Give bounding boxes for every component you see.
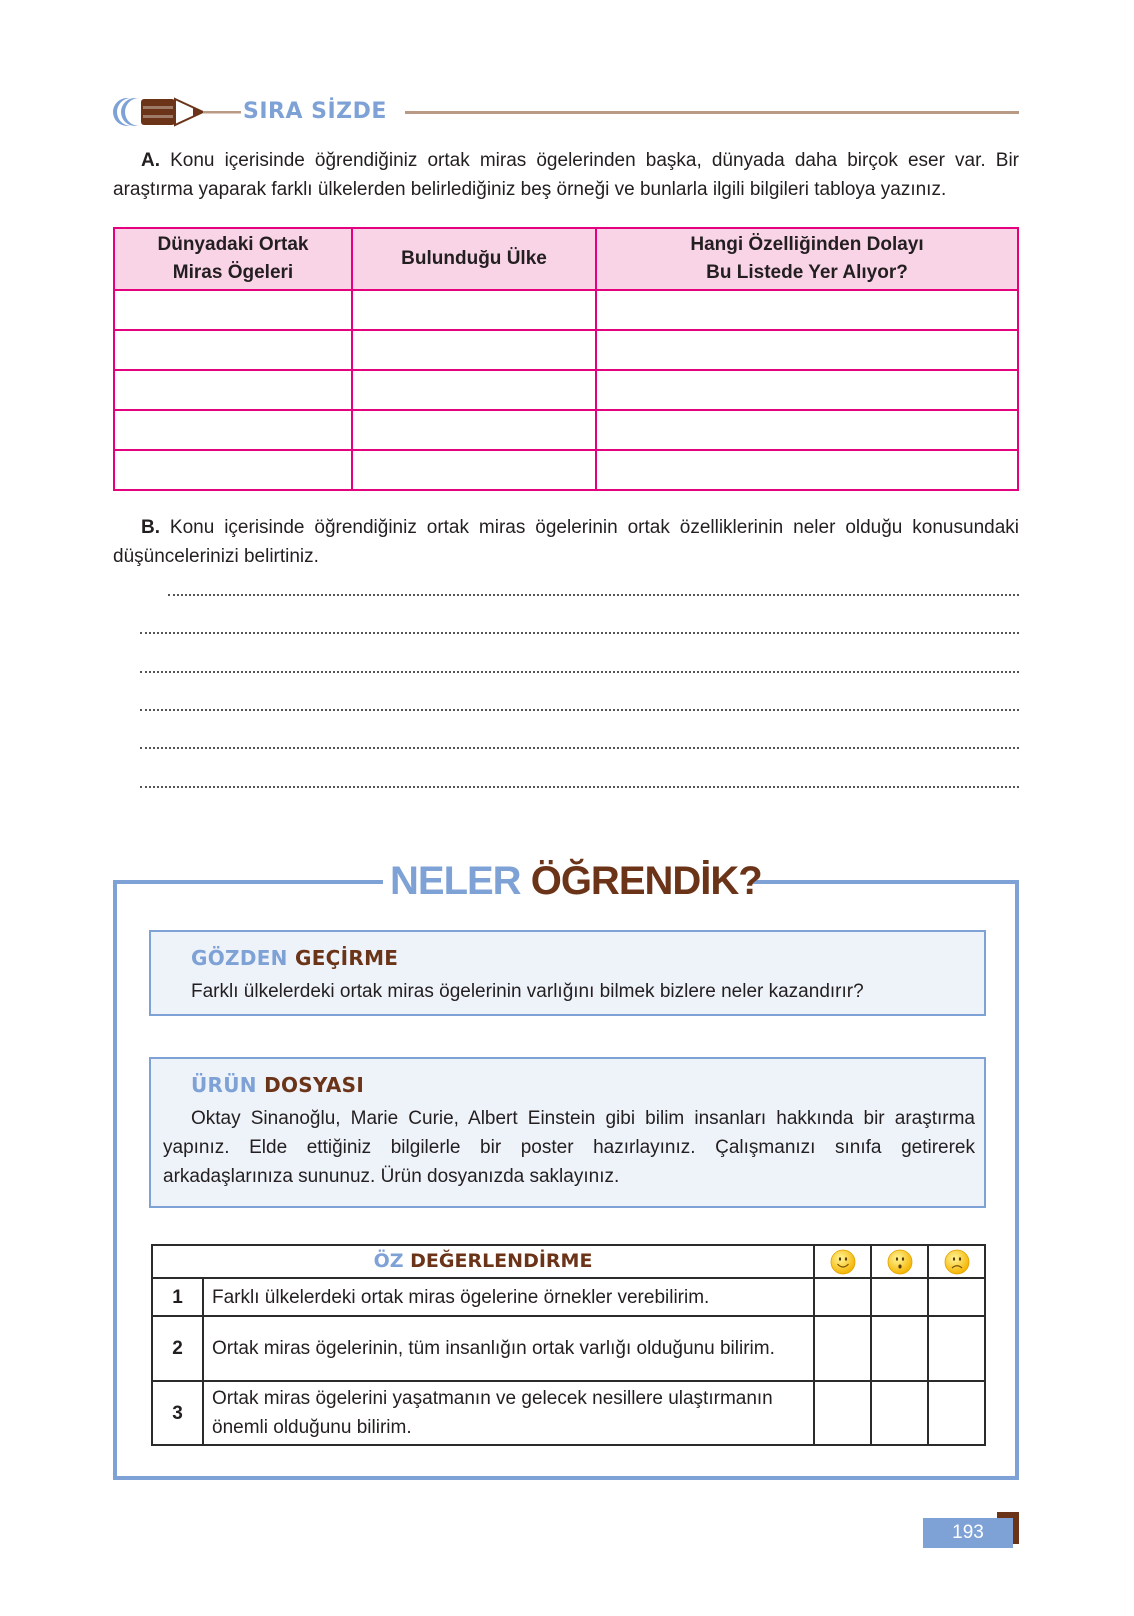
sira-sizde-header bbox=[113, 96, 1019, 128]
section-b-text: Konu içerisinde öğrendiğiniz ortak miras ögelerinin ortak özelliklerinin neler olduğu konusundaki düşüncelerinizi belirtiniz. bbox=[113, 517, 1019, 567]
table-cell[interactable] bbox=[114, 330, 352, 370]
rating-cell-bad[interactable] bbox=[928, 1278, 985, 1316]
rating-cell-good[interactable] bbox=[814, 1316, 871, 1381]
rating-cell-neutral[interactable] bbox=[871, 1278, 928, 1316]
gozden-gecirme-box bbox=[149, 930, 986, 1016]
heritage-table bbox=[113, 227, 1019, 491]
oz-degerlendirme-table bbox=[151, 1244, 986, 1446]
section-b-label: B. bbox=[141, 517, 160, 538]
gozden-gecirme-question: Farklı ülkelerdeki ortak miras ögelerinin varlığını bilmek bizlere neler kazandırır? bbox=[191, 981, 864, 1002]
title-blue-part: NELER bbox=[390, 859, 521, 903]
item-number: 1 bbox=[152, 1278, 203, 1316]
column-header-reason: Hangi Özelliğinden Dolayı Bu Listede Yer Alıyor? bbox=[596, 228, 1018, 290]
table-cell[interactable] bbox=[596, 410, 1018, 450]
section-b-instructions bbox=[113, 513, 1019, 571]
table-cell[interactable] bbox=[352, 370, 596, 410]
table-row bbox=[114, 450, 1018, 490]
table-cell[interactable] bbox=[114, 370, 352, 410]
table-cell[interactable] bbox=[596, 370, 1018, 410]
table-row bbox=[114, 330, 1018, 370]
table-row bbox=[114, 290, 1018, 330]
rating-cell-bad[interactable] bbox=[928, 1316, 985, 1381]
rating-header-good bbox=[814, 1245, 871, 1278]
table-cell[interactable] bbox=[352, 450, 596, 490]
rating-cell-good[interactable] bbox=[814, 1278, 871, 1316]
answer-line-3[interactable] bbox=[140, 671, 1019, 673]
table-row bbox=[114, 370, 1018, 410]
rating-cell-bad[interactable] bbox=[928, 1381, 985, 1445]
title-brown-part: ÖĞRENDİK? bbox=[530, 859, 762, 903]
oz-degerlendirme-title: ÖZ DEĞERLENDİRME bbox=[152, 1245, 814, 1278]
answer-line-2[interactable] bbox=[140, 632, 1019, 634]
page-number: 193 bbox=[923, 1518, 1013, 1548]
item-text: Farklı ülkelerdeki ortak miras ögelerine örnekler verebilirim. bbox=[203, 1278, 814, 1316]
urun-dosyasi-title: ÜRÜN DOSYASI bbox=[191, 1073, 365, 1097]
rating-cell-good[interactable] bbox=[814, 1381, 871, 1445]
table-cell[interactable] bbox=[596, 330, 1018, 370]
table-cell[interactable] bbox=[114, 450, 352, 490]
gozden-gecirme-title: GÖZDEN GEÇİRME bbox=[191, 946, 399, 970]
section-a-text: Konu içerisinde öğrendiğiniz ortak miras ögelerinden başka, dünyada daha birçok eser var. Bir araştırma yaparak farklı ülkelerden belirlediğiniz beş örneği ve bunlarla ilgili bilgileri tabloya yazınız. bbox=[113, 150, 1019, 200]
item-text: Ortak miras ögelerinin, tüm insanlığın ortak varlığı olduğunu bilirim. bbox=[203, 1316, 814, 1381]
column-header-heritage: Dünyadaki Ortak Miras Ögeleri bbox=[114, 228, 352, 290]
rating-cell-neutral[interactable] bbox=[871, 1316, 928, 1381]
table-cell[interactable] bbox=[352, 290, 596, 330]
urun-dosyasi-box bbox=[149, 1057, 986, 1208]
item-number: 2 bbox=[152, 1316, 203, 1381]
pencil-icon bbox=[113, 96, 241, 128]
smile-icon bbox=[830, 1249, 856, 1275]
section-a-instructions bbox=[113, 146, 1019, 204]
table-cell[interactable] bbox=[596, 290, 1018, 330]
table-cell[interactable] bbox=[114, 290, 352, 330]
table-row bbox=[152, 1381, 985, 1445]
table-cell[interactable] bbox=[596, 450, 1018, 490]
oz-header-row bbox=[152, 1245, 985, 1278]
table-header-row bbox=[114, 228, 1018, 290]
table-row bbox=[152, 1316, 985, 1381]
urun-dosyasi-text: Oktay Sinanoğlu, Marie Curie, Albert Einstein gibi bilim insanları hakkında bir araştırma yapınız. Elde ettiğiniz bilgilerle bir poster hazırlayınız. Çalışmanızı sınıfa getirerek arkadaşlarınıza sununuz. Ürün dosyanızda saklayınız. bbox=[163, 1108, 975, 1187]
answer-line-6[interactable] bbox=[140, 786, 1019, 788]
rating-header-neutral bbox=[871, 1245, 928, 1278]
table-row bbox=[114, 410, 1018, 450]
table-cell[interactable] bbox=[114, 410, 352, 450]
answer-line-1[interactable] bbox=[168, 594, 1019, 596]
table-cell[interactable] bbox=[352, 410, 596, 450]
item-number: 3 bbox=[152, 1381, 203, 1445]
section-title: SIRA SİZDE bbox=[243, 99, 387, 124]
surprised-icon bbox=[887, 1249, 913, 1275]
header-divider bbox=[405, 111, 1019, 114]
table-row bbox=[152, 1278, 985, 1316]
answer-line-4[interactable] bbox=[140, 709, 1019, 711]
column-header-country: Bulunduğu Ülke bbox=[352, 228, 596, 290]
rating-cell-neutral[interactable] bbox=[871, 1381, 928, 1445]
frown-icon bbox=[944, 1249, 970, 1275]
section-a-label: A. bbox=[141, 150, 160, 171]
rating-header-bad bbox=[928, 1245, 985, 1278]
item-text: Ortak miras ögelerini yaşatmanın ve gelecek nesillere ulaştırmanın önemli olduğunu bilirim. bbox=[203, 1381, 814, 1445]
answer-line-5[interactable] bbox=[140, 747, 1019, 749]
neler-ogrendik-title bbox=[390, 857, 762, 905]
table-cell[interactable] bbox=[352, 330, 596, 370]
